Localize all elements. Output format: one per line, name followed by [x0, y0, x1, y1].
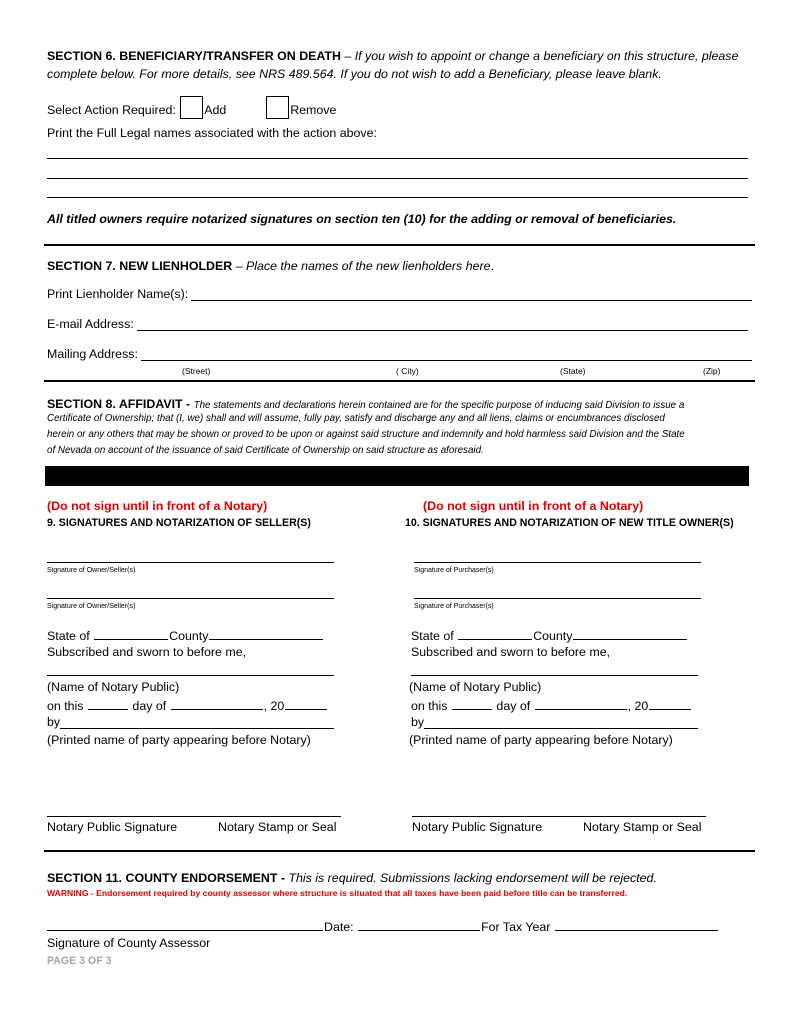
mailing-row	[47, 347, 752, 361]
lienholder-input-line[interactable]	[191, 288, 752, 301]
section11-warning: WARNING - Endorsement required by county assessor where structure is situated that all taxes have been paid before title can be transferred.	[47, 888, 628, 898]
seller-county-blank[interactable]	[209, 627, 323, 640]
section-divider	[44, 380, 755, 382]
seller-date-row: on this day of , 20	[47, 697, 328, 713]
section-divider	[44, 850, 755, 852]
section6-intro-line2: complete below. For more details, see NRS 489.564. If you do not wish to add a Beneficiary, please leave blank.	[47, 67, 662, 81]
seller-day-blank[interactable]	[88, 697, 128, 710]
owner-notary-signature-line[interactable]	[412, 816, 706, 817]
email-input-line[interactable]	[137, 318, 748, 331]
owner-signature-line-1[interactable]	[414, 562, 701, 563]
remove-checkbox[interactable]	[266, 96, 289, 119]
owner-notary-name-line[interactable]	[411, 675, 698, 676]
seller-by-blank[interactable]	[60, 716, 334, 729]
street-caption: (Street)	[182, 366, 211, 376]
section8-line3: herein or any others that may be shown or proved to be upon or against said structure and indemnify and hold harmless said Division and the State	[47, 429, 685, 440]
owner-section-heading: 10. SIGNATURES AND NOTARIZATION OF NEW TITLE OWNER(S)	[405, 517, 734, 529]
seller-month-blank[interactable]	[171, 697, 263, 710]
section8-heading: SECTION 8. AFFIDAVIT -	[47, 397, 194, 411]
owner-by-row: by	[411, 715, 698, 729]
owner-sworn-label: Subscribed and sworn to before me,	[411, 645, 611, 659]
names-label: Print the Full Legal names associated with the action above:	[47, 126, 377, 140]
seller-notary-name-line[interactable]	[47, 675, 334, 676]
owner-day-blank[interactable]	[452, 697, 492, 710]
owner-state-blank[interactable]	[458, 627, 532, 640]
page-number: PAGE 3 OF 3	[47, 955, 112, 967]
beneficiary-name-line-1[interactable]	[47, 158, 748, 159]
seller-notary-signature-label: Notary Public Signature	[47, 820, 178, 834]
seller-state-county-row: State of County	[47, 627, 324, 643]
assessor-sign-row: Date: For Tax Year	[47, 918, 719, 934]
section8-line4: of Nevada on account of the issuance of said Certificate of Ownership on said structure as aforesaid.	[47, 445, 484, 456]
section6-intro-line1: SECTION 6. BENEFICIARY/TRANSFER ON DEATH – If you wish to appoint or change a beneficiary on this structure, please	[47, 49, 739, 63]
owner-date-row: on this day of , 20	[411, 697, 692, 713]
remove-label: Remove	[290, 103, 337, 117]
city-caption: ( City)	[396, 366, 419, 376]
beneficiary-notice: All titled owners require notarized signatures on section ten (10) for the adding or removal of beneficiaries.	[47, 212, 677, 226]
beneficiary-name-line-3[interactable]	[47, 197, 748, 198]
owner-printed-name-label: (Printed name of party appearing before Notary)	[409, 733, 673, 747]
add-label: Add	[204, 103, 227, 117]
mailing-input-line[interactable]	[141, 348, 752, 361]
owner-state-county-row: State of County	[411, 627, 688, 643]
seller-notary-stamp-label: Notary Stamp or Seal	[218, 820, 337, 834]
section6-action-row	[47, 96, 336, 119]
beneficiary-name-line-2[interactable]	[47, 178, 748, 179]
seller-by-row: by	[47, 715, 334, 729]
action-label: Select Action Required:	[47, 103, 176, 117]
tax-year-blank[interactable]	[555, 918, 718, 931]
seller-notary-signature-line[interactable]	[47, 816, 341, 817]
owner-by-blank[interactable]	[424, 716, 698, 729]
owner-notary-signature-label: Notary Public Signature	[412, 820, 543, 834]
section8-line2: Certificate of Ownership; that (I, we) shall and will assume, fully pay, satisfy and discharge any and all liens, claims or encumbrances disclosed	[47, 413, 665, 424]
owner-notary-warning: (Do not sign until in front of a Notary)	[423, 499, 644, 513]
section7-heading: SECTION 7. NEW LIENHOLDER	[47, 259, 233, 273]
owner-year-blank[interactable]	[649, 697, 691, 710]
lienholder-label: Print Lienholder Name(s):	[47, 287, 189, 301]
mailing-label: Mailing Address:	[47, 347, 138, 361]
assessor-signature-blank[interactable]	[47, 918, 323, 931]
section6-heading: SECTION 6. BENEFICIARY/TRANSFER ON DEATH	[47, 49, 341, 63]
assessor-date-blank[interactable]	[358, 918, 480, 931]
owner-county-blank[interactable]	[573, 627, 687, 640]
seller-signature-caption-2: Signature of Owner/Seller(s)	[47, 603, 136, 610]
section8-line1: SECTION 8. AFFIDAVIT - The statements and declarations herein contained are for the specific purpose of inducing said Division to issue a	[47, 397, 685, 411]
seller-year-blank[interactable]	[285, 697, 327, 710]
seller-signature-line-1[interactable]	[47, 562, 334, 563]
state-caption: (State)	[560, 366, 586, 376]
owner-month-blank[interactable]	[535, 697, 627, 710]
owner-signature-line-2[interactable]	[414, 598, 701, 599]
lienholder-row	[47, 287, 752, 301]
seller-signature-line-2[interactable]	[47, 598, 334, 599]
owner-notary-stamp-label: Notary Stamp or Seal	[583, 820, 702, 834]
seller-sworn-label: Subscribed and sworn to before me,	[47, 645, 247, 659]
black-separator-bar	[45, 466, 749, 486]
section11-heading: SECTION 11. COUNTY ENDORSEMENT -	[47, 871, 289, 885]
section-divider	[44, 244, 755, 246]
owner-notary-name-label: (Name of Notary Public)	[409, 680, 542, 694]
seller-notary-warning: (Do not sign until in front of a Notary)	[47, 499, 268, 513]
seller-signature-caption-1: Signature of Owner/Seller(s)	[47, 567, 136, 574]
email-label: E-mail Address:	[47, 317, 134, 331]
zip-caption: (Zip)	[703, 366, 721, 376]
email-row	[47, 317, 748, 331]
seller-notary-name-label: (Name of Notary Public)	[47, 680, 180, 694]
assessor-signature-label: Signature of County Assessor	[47, 936, 211, 950]
add-checkbox[interactable]	[180, 96, 203, 119]
owner-signature-caption-2: Signature of Purchaser(s)	[414, 603, 494, 610]
owner-signature-caption-1: Signature of Purchaser(s)	[414, 567, 494, 574]
section11-intro: SECTION 11. COUNTY ENDORSEMENT - This is required. Submissions lacking endorsement will be rejected.	[47, 871, 657, 885]
seller-state-blank[interactable]	[94, 627, 168, 640]
section7-intro: SECTION 7. NEW LIENHOLDER – Place the names of the new lienholders here.	[47, 259, 494, 273]
seller-section-heading: 9. SIGNATURES AND NOTARIZATION OF SELLER(S)	[47, 517, 311, 529]
seller-printed-name-label: (Printed name of party appearing before Notary)	[47, 733, 311, 747]
